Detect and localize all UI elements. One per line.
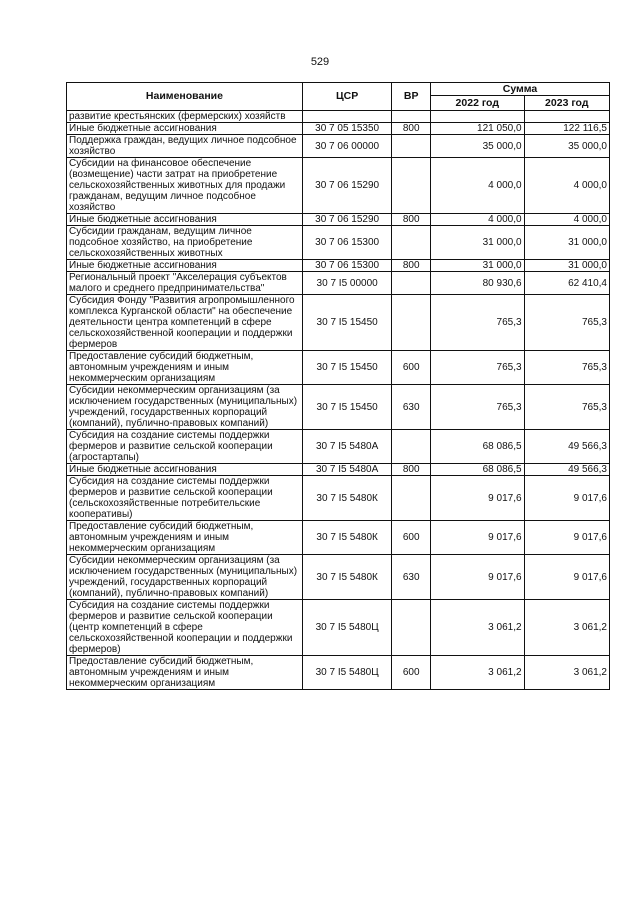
cell-csr: 30 7 I5 00000 bbox=[302, 272, 391, 295]
cell-name: Субсидии некоммерческим организациям (за исключением государственных (муниципальных) учреждений, государственных корпораций (компаний), публично-правовых компаний) bbox=[67, 385, 303, 430]
table-row bbox=[67, 111, 610, 123]
cell-2022: 9 017,6 bbox=[431, 476, 525, 521]
cell-2023: 35 000,0 bbox=[524, 135, 609, 158]
table-body bbox=[67, 111, 610, 690]
cell-csr: 30 7 06 15300 bbox=[302, 226, 391, 260]
cell-2023: 9 017,6 bbox=[524, 555, 609, 600]
cell-csr: 30 7 I5 5480К bbox=[302, 555, 391, 600]
table-row bbox=[67, 123, 610, 135]
cell-2022: 4 000,0 bbox=[431, 214, 525, 226]
cell-vr bbox=[392, 295, 431, 351]
header-name: Наименование bbox=[67, 83, 303, 111]
cell-vr bbox=[392, 111, 431, 123]
table-row bbox=[67, 214, 610, 226]
page-number: 529 bbox=[310, 56, 330, 68]
cell-csr: 30 7 I5 15450 bbox=[302, 295, 391, 351]
cell-vr: 800 bbox=[392, 123, 431, 135]
cell-name: Субсидия на создание системы поддержки фермеров и развитие сельской кооперации (центр компетенций в сфере сельскохозяйственной кооперации и поддержки фермеров) bbox=[67, 600, 303, 656]
table-row bbox=[67, 430, 610, 464]
cell-csr: 30 7 I5 15450 bbox=[302, 351, 391, 385]
table-row bbox=[67, 295, 610, 351]
cell-vr bbox=[392, 600, 431, 656]
table-header bbox=[67, 83, 610, 111]
cell-2023: 765,3 bbox=[524, 351, 609, 385]
cell-2022: 9 017,6 bbox=[431, 521, 525, 555]
cell-csr: 30 7 06 15290 bbox=[302, 158, 391, 214]
cell-csr: 30 7 06 15290 bbox=[302, 214, 391, 226]
cell-2022: 765,3 bbox=[431, 385, 525, 430]
table-row bbox=[67, 260, 610, 272]
cell-csr: 30 7 05 15350 bbox=[302, 123, 391, 135]
cell-csr: 30 7 I5 5480Ц bbox=[302, 656, 391, 690]
cell-name: Субсидия на создание системы поддержки фермеров и развитие сельской кооперации (сельскохозяйственные потребительские кооперативы) bbox=[67, 476, 303, 521]
cell-name: Субсидии некоммерческим организациям (за исключением государственных (муниципальных) учреждений, государственных корпораций (компаний), публично-правовых компаний) bbox=[67, 555, 303, 600]
cell-2022 bbox=[431, 111, 525, 123]
cell-csr: 30 7 I5 15450 bbox=[302, 385, 391, 430]
table-row bbox=[67, 272, 610, 295]
cell-csr: 30 7 06 00000 bbox=[302, 135, 391, 158]
cell-vr: 630 bbox=[392, 555, 431, 600]
table-row bbox=[67, 521, 610, 555]
cell-2023: 49 566,3 bbox=[524, 464, 609, 476]
table-row bbox=[67, 476, 610, 521]
cell-vr bbox=[392, 272, 431, 295]
cell-csr: 30 7 06 15300 bbox=[302, 260, 391, 272]
cell-vr bbox=[392, 158, 431, 214]
table-row bbox=[67, 385, 610, 430]
cell-csr: 30 7 I5 5480А bbox=[302, 430, 391, 464]
table-row bbox=[67, 135, 610, 158]
cell-vr: 630 bbox=[392, 385, 431, 430]
header-vr: ВР bbox=[392, 83, 431, 111]
cell-2022: 3 061,2 bbox=[431, 600, 525, 656]
cell-name: Иные бюджетные ассигнования bbox=[67, 214, 303, 226]
cell-2023: 9 017,6 bbox=[524, 521, 609, 555]
cell-2023: 62 410,4 bbox=[524, 272, 609, 295]
cell-2023: 765,3 bbox=[524, 385, 609, 430]
cell-2022: 9 017,6 bbox=[431, 555, 525, 600]
cell-2023 bbox=[524, 111, 609, 123]
cell-vr bbox=[392, 226, 431, 260]
table-row bbox=[67, 555, 610, 600]
cell-name: Иные бюджетные ассигнования bbox=[67, 260, 303, 272]
cell-name: Иные бюджетные ассигнования bbox=[67, 123, 303, 135]
cell-2022: 3 061,2 bbox=[431, 656, 525, 690]
cell-2023: 3 061,2 bbox=[524, 600, 609, 656]
header-year-2022: 2022 год bbox=[431, 96, 525, 111]
cell-name: Поддержка граждан, ведущих личное подсобное хозяйство bbox=[67, 135, 303, 158]
cell-2023: 122 116,5 bbox=[524, 123, 609, 135]
cell-name: Предоставление субсидий бюджетным, автономным учреждениям и иным некоммерческим организациям bbox=[67, 521, 303, 555]
cell-vr bbox=[392, 430, 431, 464]
cell-csr: 30 7 I5 5480К bbox=[302, 521, 391, 555]
cell-2022: 121 050,0 bbox=[431, 123, 525, 135]
cell-vr: 800 bbox=[392, 260, 431, 272]
cell-csr bbox=[302, 111, 391, 123]
cell-name: развитие крестьянских (фермерских) хозяйств bbox=[67, 111, 303, 123]
cell-name: Субсидия на создание системы поддержки фермеров и развитие сельской кооперации (агростартапы) bbox=[67, 430, 303, 464]
table-row bbox=[67, 464, 610, 476]
cell-2022: 765,3 bbox=[431, 351, 525, 385]
cell-2023: 31 000,0 bbox=[524, 226, 609, 260]
header-sum: Сумма bbox=[431, 83, 610, 96]
cell-2022: 68 086,5 bbox=[431, 430, 525, 464]
budget-table bbox=[66, 82, 610, 690]
cell-2023: 765,3 bbox=[524, 295, 609, 351]
header-year-2023: 2023 год bbox=[524, 96, 609, 111]
cell-2022: 80 930,6 bbox=[431, 272, 525, 295]
cell-2022: 765,3 bbox=[431, 295, 525, 351]
cell-vr: 600 bbox=[392, 521, 431, 555]
cell-vr bbox=[392, 476, 431, 521]
cell-2022: 35 000,0 bbox=[431, 135, 525, 158]
cell-2023: 9 017,6 bbox=[524, 476, 609, 521]
cell-2023: 49 566,3 bbox=[524, 430, 609, 464]
cell-name: Субсидии гражданам, ведущим личное подсобное хозяйство, на приобретение сельскохозяйственных животных bbox=[67, 226, 303, 260]
cell-2022: 4 000,0 bbox=[431, 158, 525, 214]
cell-name: Субсидии на финансовое обеспечение (возмещение) части затрат на приобретение сельскохозяйственных животных для продажи гражданам, ведущим личное подсобное хозяйство bbox=[67, 158, 303, 214]
cell-vr: 800 bbox=[392, 464, 431, 476]
cell-name: Предоставление субсидий бюджетным, автономным учреждениям и иным некоммерческим организациям bbox=[67, 656, 303, 690]
cell-vr bbox=[392, 135, 431, 158]
cell-csr: 30 7 I5 5480А bbox=[302, 464, 391, 476]
table-row bbox=[67, 600, 610, 656]
table-row bbox=[67, 351, 610, 385]
cell-name: Субсидия Фонду "Развития агропромышленного комплекса Курганской области" на обеспечение деятельности центра компетенций в сфере сельскохозяйственной кооперации и поддержки фермеров bbox=[67, 295, 303, 351]
table-row bbox=[67, 656, 610, 690]
cell-2023: 3 061,2 bbox=[524, 656, 609, 690]
cell-2023: 4 000,0 bbox=[524, 158, 609, 214]
cell-name: Иные бюджетные ассигнования bbox=[67, 464, 303, 476]
cell-csr: 30 7 I5 5480К bbox=[302, 476, 391, 521]
cell-name: Предоставление субсидий бюджетным, автономным учреждениям и иным некоммерческим организациям bbox=[67, 351, 303, 385]
cell-vr: 600 bbox=[392, 656, 431, 690]
cell-2022: 31 000,0 bbox=[431, 226, 525, 260]
cell-2022: 31 000,0 bbox=[431, 260, 525, 272]
header-csr: ЦСР bbox=[302, 83, 391, 111]
cell-2022: 68 086,5 bbox=[431, 464, 525, 476]
cell-2023: 4 000,0 bbox=[524, 214, 609, 226]
cell-vr: 600 bbox=[392, 351, 431, 385]
cell-vr: 800 bbox=[392, 214, 431, 226]
cell-name: Региональный проект "Акселерация субъектов малого и среднего предпринимательства" bbox=[67, 272, 303, 295]
table-row bbox=[67, 158, 610, 214]
cell-2023: 31 000,0 bbox=[524, 260, 609, 272]
table-row bbox=[67, 226, 610, 260]
cell-csr: 30 7 I5 5480Ц bbox=[302, 600, 391, 656]
